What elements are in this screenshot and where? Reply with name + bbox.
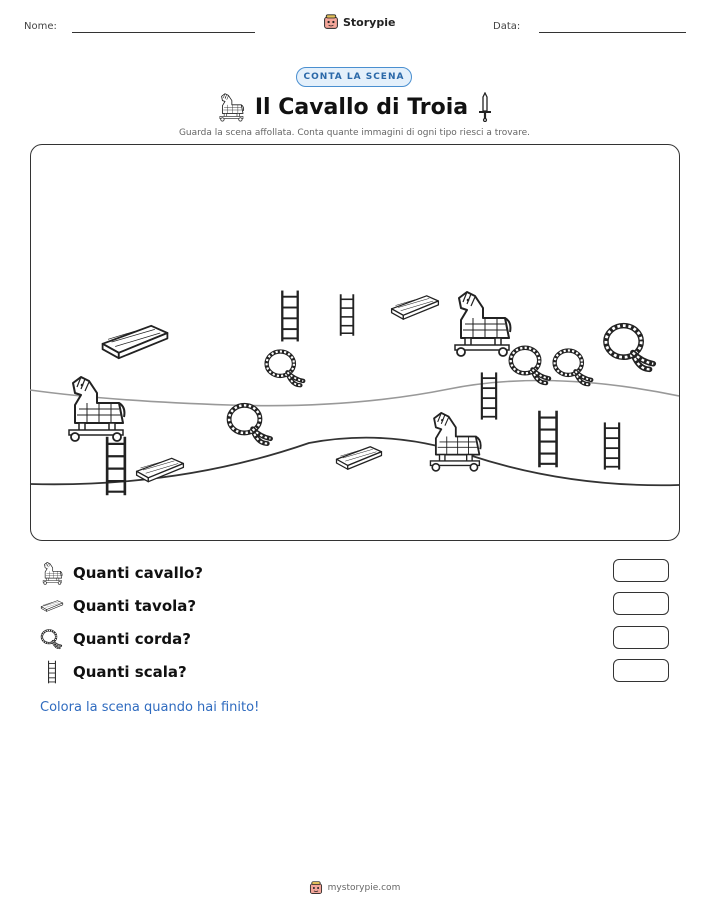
ladder-item — [540, 411, 557, 468]
section-badge: CONTA LA SCENA — [296, 67, 412, 87]
horse-item — [69, 377, 124, 441]
answer-box-ladder[interactable] — [613, 659, 669, 682]
horse-item — [455, 292, 510, 356]
ladder-item — [283, 291, 298, 342]
instructions: Guarda la scena affollata. Conta quante immagini di ogni tipo riesci a trovare. — [178, 128, 531, 138]
plank-item — [337, 447, 382, 470]
rope-item — [511, 348, 549, 383]
name-label: Nome: — [24, 21, 57, 32]
question-text: Quanti tavola? — [73, 597, 197, 615]
ladder-icon — [40, 660, 64, 684]
footer — [0, 881, 709, 895]
answer-box-rope[interactable] — [613, 626, 669, 649]
ladder-item — [108, 437, 126, 495]
storypie-logo-icon — [309, 881, 323, 895]
rope-item — [606, 326, 653, 370]
plank-item — [103, 326, 168, 358]
sword-icon — [478, 92, 492, 122]
ladder-item — [341, 295, 354, 336]
title-text: Il Cavallo di Troia — [254, 94, 469, 120]
brand-name: Storypie — [343, 15, 396, 29]
question-ladder — [40, 660, 187, 684]
rope-icon — [40, 627, 64, 651]
footer-url: mystorypie.com — [327, 883, 401, 893]
plank-item — [392, 296, 439, 319]
brand-logo — [323, 14, 395, 30]
plank-icon — [40, 594, 64, 618]
answer-box-plank[interactable] — [613, 592, 669, 615]
scene-illustration — [29, 143, 679, 540]
question-horse — [40, 561, 203, 585]
question-rope — [40, 627, 191, 651]
scene-frame — [30, 144, 680, 541]
ladder-item — [482, 373, 496, 420]
page-title — [0, 92, 709, 128]
horse-icon — [40, 561, 64, 585]
rope-item — [229, 406, 270, 444]
name-field[interactable] — [72, 32, 255, 33]
question-text: Quanti corda? — [73, 630, 191, 648]
date-field[interactable] — [539, 32, 686, 33]
storypie-logo-icon — [323, 14, 339, 30]
answer-box-horse[interactable] — [613, 559, 669, 582]
date-label: Data: — [493, 21, 521, 32]
coloring-note: Colora la scena quando hai finito! — [40, 700, 260, 715]
horse-icon — [217, 92, 245, 122]
question-plank — [40, 594, 196, 618]
rope-item — [267, 352, 304, 386]
question-text: Quanti scala? — [73, 663, 187, 681]
ladder-item — [605, 423, 619, 470]
rope-item — [555, 351, 592, 385]
question-text: Quanti cavallo? — [73, 564, 203, 582]
horse-item — [431, 413, 481, 471]
